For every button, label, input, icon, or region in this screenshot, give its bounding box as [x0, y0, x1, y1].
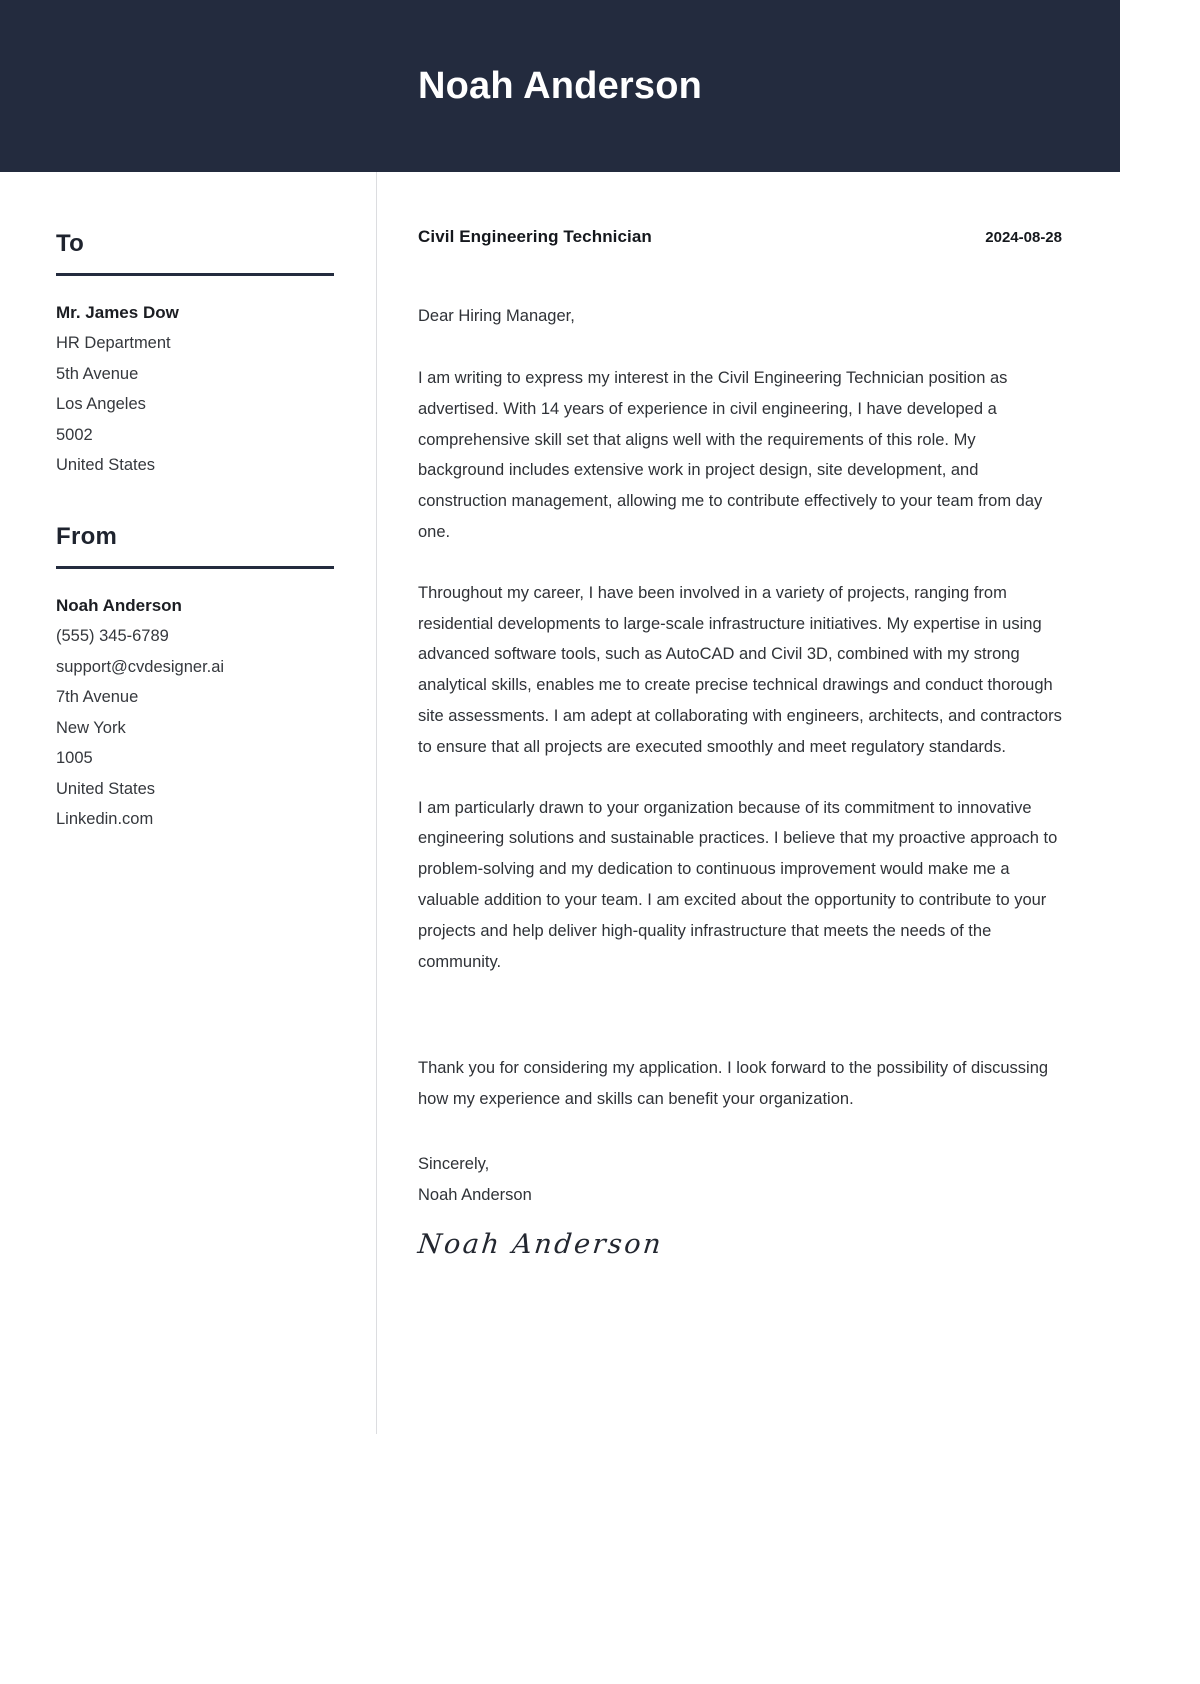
recipient-block [56, 230, 332, 481]
salutation: Dear Hiring Manager, [418, 307, 575, 325]
sender-name: Noah Anderson [56, 595, 182, 615]
to-divider [56, 273, 334, 276]
sender-block [56, 523, 332, 835]
column-divider [376, 172, 377, 1434]
letter-paragraph: Thank you for considering my application. I look forward to the possibility of discussing how my experience and skills can benefit your organization. [418, 1059, 1049, 1109]
job-title: Civil Engineering Technician [418, 227, 652, 246]
closing-name: Noah Anderson [418, 1185, 532, 1204]
letter-paragraph: I am writing to express my interest in the Civil Engineering Technician position as advertised. With 14 years of experience in civil engineering, I have developed a comprehensive skill set that aligns well with the requirements of this role. My background includes extensive work in project design, site development, and construction management, allowing me to contribute effectively to your team from day one. [418, 369, 1043, 541]
letter-header-band [0, 0, 1120, 172]
sender-city: New York [56, 718, 126, 737]
sender-list [56, 591, 332, 835]
recipient-city: Los Angeles [56, 395, 146, 414]
recipient-name: Mr. James Dow [56, 302, 179, 322]
signature-image: Noah Anderson [416, 1228, 665, 1260]
letter-closing [418, 1149, 1062, 1211]
to-heading: To [56, 230, 85, 257]
letter-paragraph: Throughout my career, I have been involved in a variety of projects, ranging from residential developments to large-scale infrastructure initiatives. My expertise in using advanced software tools, such as AutoCAD and Civil 3D, combined with my strong analytical skills, enables me to create precise technical drawings and conduct thorough site assessments. I am adept at collaborating with engineers, architects, and contractors to ensure that all projects are executed smoothly and meet regulatory standards. [418, 583, 1062, 756]
sender-email[interactable]: support@cvdesigner.ai [56, 657, 225, 676]
letter-date: 2024-08-28 [985, 229, 1062, 246]
sender-country: United States [56, 779, 156, 798]
letter-paragraph: I am particularly drawn to your organization because of its commitment to innovative engineering solutions and sustainable practices. I believe that my proactive approach to problem-solving and my dedication to continuous improvement would make me a valuable addition to your team. I am excited about the opportunity to contribute to your projects and help deliver high-quality infrastructure that meets the needs of the community. [418, 798, 1058, 971]
letter-meta-row [418, 227, 1062, 247]
sender-phone: (555) 345-6789 [56, 627, 169, 646]
recipient-postcode: 5002 [56, 425, 93, 444]
sender-linkedin[interactable]: Linkedin.com [56, 810, 154, 829]
letter-content [376, 172, 1120, 1260]
recipient-street: 5th Avenue [56, 364, 139, 383]
from-heading: From [56, 522, 118, 550]
recipient-country: United States [56, 456, 156, 475]
recipient-department: HR Department [56, 334, 171, 353]
sender-street: 7th Avenue [56, 688, 139, 707]
page-title: Noah Anderson [417, 65, 703, 107]
sender-postcode: 1005 [56, 749, 93, 768]
recipient-list [56, 298, 332, 481]
sidebar [0, 172, 376, 845]
from-divider [56, 566, 334, 569]
letter-body [0, 172, 1120, 1260]
closing-word: Sincerely, [418, 1154, 490, 1173]
